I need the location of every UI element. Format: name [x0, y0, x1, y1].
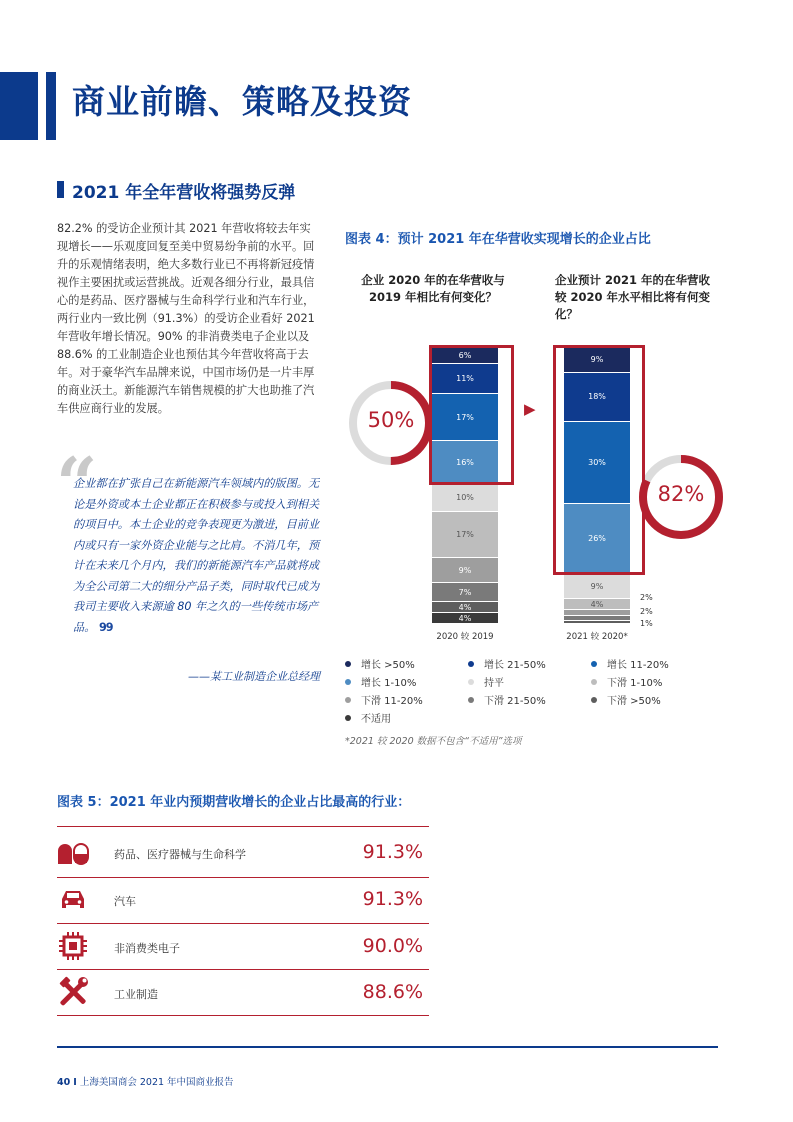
industry-value: 90.0% — [362, 935, 423, 957]
left-ring-label: 50% — [367, 408, 415, 432]
growth-highlight-box-right — [553, 345, 645, 575]
industry-label: 汽车 — [114, 895, 136, 908]
legend-item — [468, 692, 546, 707]
bar-data-label: 16% — [456, 457, 474, 467]
bar-data-label: 4% — [458, 613, 472, 623]
footer-separator: I — [73, 1077, 77, 1088]
bar-data-label: 26% — [588, 534, 606, 544]
industry-label: 工业制造 — [114, 988, 158, 1001]
legend-item — [345, 656, 415, 671]
bar-data-label: 11% — [456, 374, 474, 384]
legend-label: 增长 11-20% — [607, 660, 669, 671]
bar-data-label: 10% — [456, 493, 474, 503]
footer — [57, 1074, 234, 1088]
legend-item — [345, 674, 416, 689]
industry-row — [57, 972, 429, 1018]
car-icon — [57, 883, 89, 915]
legend-swatch — [591, 679, 597, 685]
x-tick-label-right: 2021 较 2020* — [566, 632, 628, 642]
section-title: 2021 年全年营收将强势反弹 — [72, 183, 296, 203]
bar-data-label-outside: 2% — [640, 606, 653, 616]
figure5-divider — [57, 969, 429, 970]
industry-row — [57, 832, 429, 878]
figure5-divider — [57, 826, 429, 827]
legend-swatch — [468, 697, 474, 703]
bar-data-label-outside: 1% — [640, 618, 653, 628]
chip-icon — [57, 930, 89, 962]
figure4-title: 图表 4：预计 2021 年在华营收实现增长的企业占比 — [345, 232, 651, 247]
legend-item — [345, 692, 423, 707]
quote-attribution: ——某工业制造企业总经理 — [188, 670, 320, 683]
growth-highlight-box-left — [429, 345, 514, 485]
legend-swatch — [345, 679, 351, 685]
legend-label: 增长 1-10% — [361, 678, 417, 689]
pill-icon — [57, 836, 89, 868]
legend-label: 不适用 — [361, 714, 391, 725]
bar-segment-left — [432, 485, 498, 511]
bar-data-label: 9% — [458, 565, 472, 575]
figure5-divider — [57, 1015, 429, 1016]
legend-swatch — [345, 715, 351, 721]
footer-rule — [57, 1046, 718, 1048]
bar-data-label: 4% — [458, 602, 472, 612]
legend-item — [468, 674, 504, 689]
legend-item — [591, 692, 661, 707]
legend-label: 增长 21-50% — [484, 660, 546, 671]
page-title: 商业前瞻、策略及投资 — [72, 82, 412, 121]
bar-data-label: 30% — [588, 457, 606, 467]
bar-data-label: 9% — [590, 355, 604, 365]
page-number: 40 — [57, 1077, 71, 1088]
legend-label: 持平 — [484, 678, 504, 689]
figure5-title: 图表 5：2021 年业内预期营收增长的企业占比最高的行业： — [57, 795, 411, 810]
bar-segment-left — [432, 512, 498, 557]
body-paragraph: 82.2% 的受访企业预计其 2021 年营收将较去年实现增长——乐观度回复至美中贸易纷争前的水平。回升的乐观情绪表明，绝大多数行业已不再将新冠疫情视作主要困扰或运营挑战。近观各细分行业，最具信心的是药品、医疗器械与生命科学行业和汽车行业，两行业内一致比例（91.3%）的受访企业看好 2021 年营收年增长情况。90% 的非消费类电子企业以及 88.6% 的工业制造企业也预估其今年营收将高于去年。对于豪华汽车品牌来说，中国市场仍是一片丰厚的商业沃土。新能源汽车销售规模的扩大也助推了汽车供应商行业的发展。 — [57, 222, 315, 415]
bar-segment-right — [564, 621, 630, 623]
bar-data-label: 18% — [588, 392, 606, 402]
bar-data-label-outside: 2% — [640, 593, 653, 603]
legend-swatch — [468, 679, 474, 685]
quote-close-icon: 99 — [98, 620, 113, 634]
bar-data-label: 9% — [590, 582, 604, 592]
legend-swatch — [345, 661, 351, 667]
industry-value: 88.6% — [362, 981, 423, 1003]
arrow-right-icon: ▶ — [524, 400, 536, 418]
right-ring-label: 82% — [657, 482, 705, 506]
tools-icon — [57, 976, 89, 1008]
bar-data-label: 7% — [458, 587, 472, 597]
figure4-note: *2021 较 2020 数据不包含“不适用”选项 — [345, 736, 522, 747]
legend-swatch — [468, 661, 474, 667]
figure5-divider — [57, 923, 429, 924]
figure5-divider — [57, 877, 429, 878]
bar-segment-right — [564, 575, 630, 599]
legend-swatch — [345, 697, 351, 703]
quote-block — [73, 474, 323, 638]
title-accent-bar-thin — [46, 72, 56, 140]
industry-row — [57, 879, 429, 925]
legend-label: 下滑 11-20% — [361, 696, 423, 707]
industry-row — [57, 926, 429, 972]
title-accent-bar — [0, 72, 38, 140]
legend-label: 增长 >50% — [361, 660, 415, 671]
industry-label: 药品、医疗器械与生命科学 — [114, 848, 246, 861]
bar-segment-left — [432, 583, 498, 601]
bar-segment-left — [432, 558, 498, 582]
bar-segment-right — [564, 610, 630, 614]
bar-segment-left — [432, 613, 498, 623]
footer-text: 上海美国商会 2021 年中国商业报告 — [79, 1077, 234, 1088]
legend-item — [345, 710, 391, 725]
legend-item — [591, 674, 662, 689]
quote-open-icon: “ — [56, 441, 98, 526]
figure4-left-question: 企业 2020 年的在华营收与 2019 年相比有何变化？ — [361, 273, 505, 304]
bar-segment-right — [564, 599, 630, 609]
legend-swatch — [591, 697, 597, 703]
bar-data-label: 17% — [456, 412, 474, 422]
industry-value: 91.3% — [362, 888, 423, 910]
bar-data-label: 6% — [458, 351, 472, 361]
x-tick-label-left: 2020 较 2019 — [436, 632, 494, 642]
legend-label: 下滑 21-50% — [484, 696, 546, 707]
legend-item — [591, 656, 669, 671]
bar-data-label: 17% — [456, 530, 474, 540]
legend-label: 下滑 1-10% — [607, 678, 663, 689]
bar-segment-left — [432, 602, 498, 612]
bar-segment-right — [564, 616, 630, 620]
industry-label: 非消费类电子 — [114, 942, 180, 955]
industry-value: 91.3% — [362, 841, 423, 863]
quote-text: 企业都在扩张自己在新能源汽车领域内的版图。无论是外资或本土企业都正在积极参与或投入到相关的项目中。本土企业的竞争表现更为激进，目前业内或只有一家外资企业能与之比肩。不消几年，预计在未来几个月内，我们的新能源汽车产品就将成为全公司第二大的细分产品子类，同时取代已成为我司主要收入来源逾 80 年之久的一些传统市场产品。 — [73, 477, 320, 634]
section-marker — [57, 181, 64, 198]
legend-swatch — [591, 661, 597, 667]
legend-label: 下滑 >50% — [607, 696, 661, 707]
figure4-right-question: 企业预计 2021 年的在华营收较 2020 年水平相比将有何变化？ — [555, 273, 711, 321]
legend-item — [468, 656, 546, 671]
bar-data-label: 4% — [590, 599, 604, 609]
